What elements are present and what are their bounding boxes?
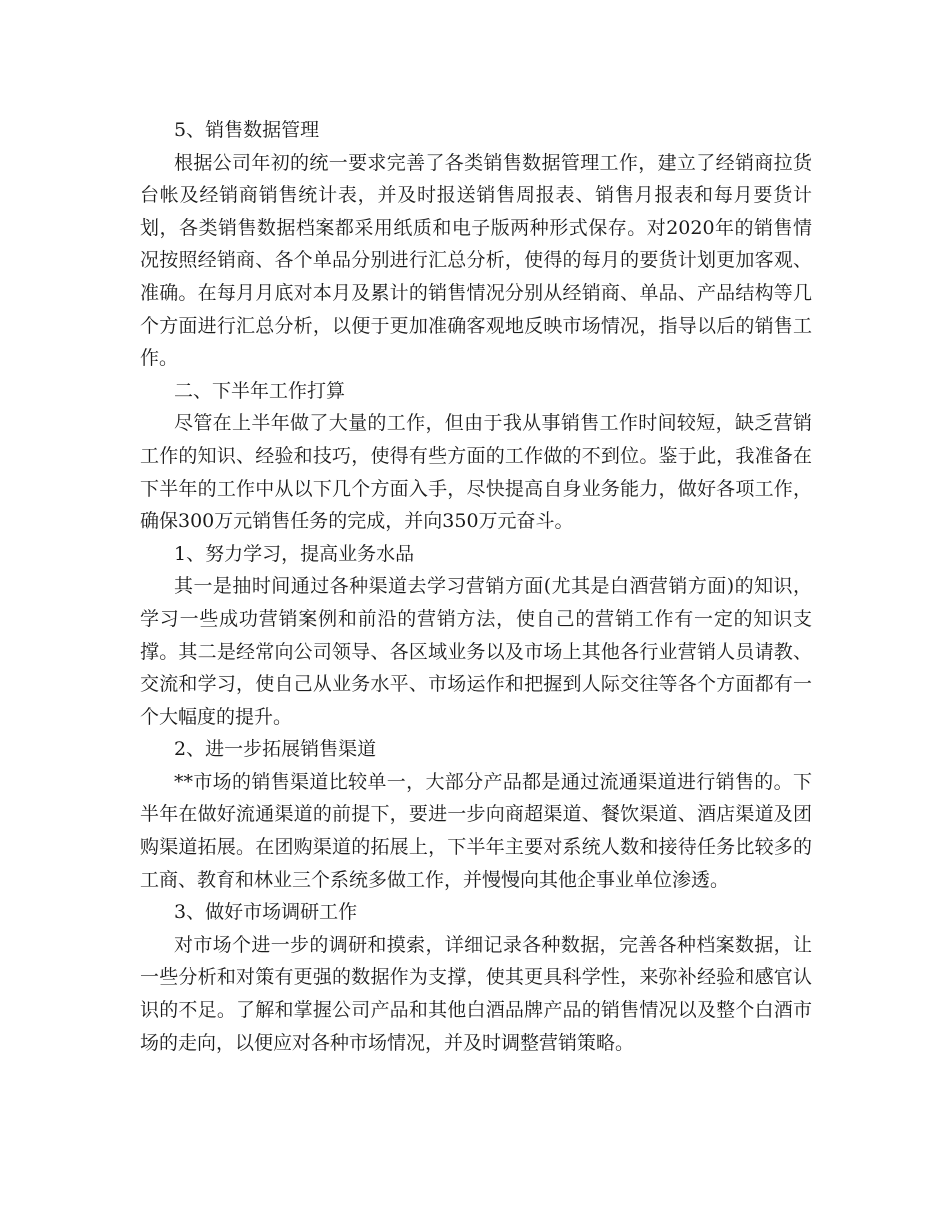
document-body bbox=[140, 114, 812, 1059]
paragraph-market-research: 对市场个进一步的调研和摸索，详细记录各种数据，完善各种档案数据，让一些分析和对策有更强的数据作为支撑，使其更具科学性，来弥补经验和感官认识的不足。了解和掌握公司产品和其他白酒品牌产品的销售情况以及整个白酒市场的走向，以便应对各种市场情况，并及时调整营销策略。 bbox=[140, 933, 812, 1054]
section-heading-sales-data: 5、销售数据管理 bbox=[174, 119, 320, 141]
paragraph-sales-data: 根据公司年初的统一要求完善了各类销售数据管理工作，建立了经销商拉货台帐及经销商销售统计表，并及时报送销售周报表、销售月报表和每月要货计划，各类销售数据档案都采用纸质和电子版两种形式保存。对2020年的销售情况按照经销商、各个单品分别进行汇总分析，使得的每月的要货计划更加客观、准确。在每月月底对本月及累计的销售情况分别从经销商、单品、产品结构等几个方面进行汇总分析，以便于更加准确客观地反映市场情况，指导以后的销售工作。 bbox=[140, 151, 812, 370]
section-heading-channels: 2、进一步拓展销售渠道 bbox=[174, 738, 377, 761]
paragraph-second-half-plan: 尽管在上半年做了大量的工作，但由于我从事销售工作时间较短，缺乏营销工作的知识、经验和技巧，使得有些方面的工作做的不到位。鉴于此，我准备在下半年的工作中从以下几个方面入手，尽快提高自身业务能力，做好各项工作，确保300万元销售任务的完成，并向350万元奋斗。 bbox=[140, 412, 812, 533]
paragraph-study: 其一是抽时间通过各种渠道去学习营销方面(尤其是白酒营销方面)的知识，学习一些成功营销案例和前沿的营销方法，使自己的营销工作有一定的知识支撑。其二是经常向公司领导、各区域业务以及市场上其他各行业营销人员请教、交流和学习，使自己从业务水平、市场运作和把握到人际交往等各个方面都有一个大幅度的提升。 bbox=[140, 575, 812, 728]
section-heading-market-research: 3、做好市场调研工作 bbox=[174, 901, 358, 924]
section-heading-study: 1、努力学习，提高业务水品 bbox=[174, 542, 415, 565]
paragraph-channels: **市场的销售渠道比较单一，大部分产品都是通过流通渠道进行销售的。下半年在做好流通渠道的前提下，要进一步向商超渠道、餐饮渠道、酒店渠道及团购渠道拓展。在团购渠道的拓展上，下半年主要对系统人数和接待任务比较多的工商、教育和林业三个系统多做工作，并慢慢向其他企事业单位渗透。 bbox=[140, 770, 812, 891]
section-heading-second-half-plan: 二、下半年工作打算 bbox=[174, 379, 346, 402]
